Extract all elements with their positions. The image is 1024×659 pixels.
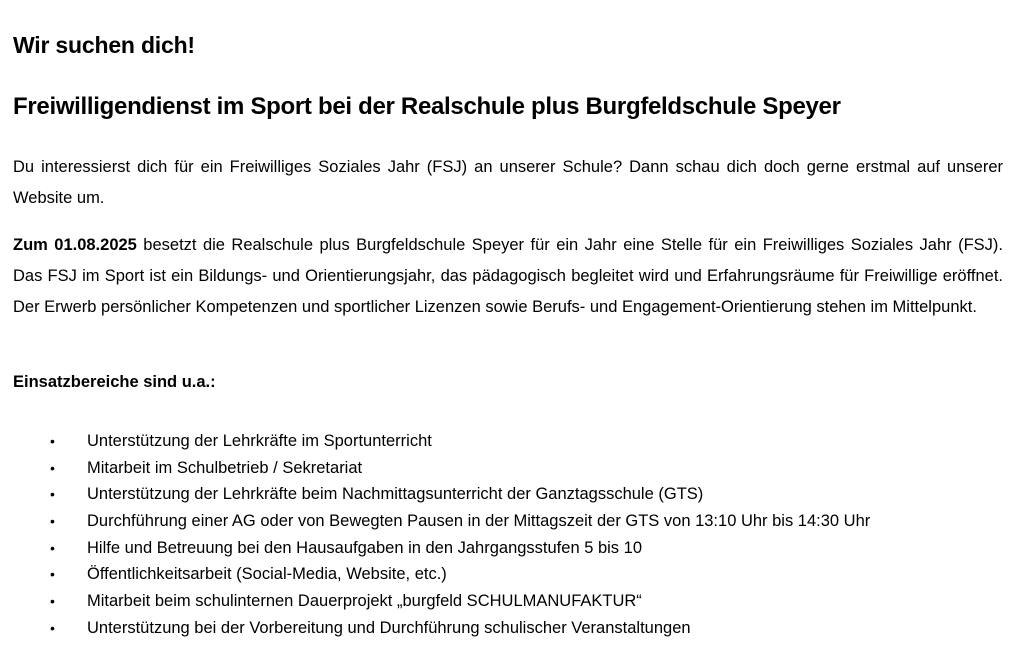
list-item bbox=[0, 508, 870, 535]
list-item-text: Unterstützung der Lehrkräfte im Sportunterricht bbox=[87, 432, 432, 450]
bullet-icon: • bbox=[50, 486, 55, 503]
list-item-text: Öffentlichkeitsarbeit (Social-Media, Website, etc.) bbox=[87, 565, 447, 584]
bullet-icon: • bbox=[50, 433, 55, 449]
bullet-icon: • bbox=[50, 513, 55, 530]
bullet-icon: • bbox=[50, 593, 55, 610]
page-title: Freiwilligendienst im Sport bei der Realschule plus Burgfeldschule Speyer bbox=[13, 93, 841, 120]
list-item bbox=[0, 535, 870, 562]
list-item bbox=[0, 428, 870, 455]
details-paragraph bbox=[13, 230, 1003, 323]
heading: Wir suchen dich! bbox=[13, 32, 195, 58]
bullet-icon: • bbox=[50, 459, 55, 476]
list-item-text: Mitarbeit im Schulbetrieb / Sekretariat bbox=[87, 458, 363, 477]
list-item bbox=[0, 615, 870, 642]
list-item-text: Mitarbeit beim schulinternen Dauerprojekt „burgfeld SCHULMANUFAKTUR“ bbox=[87, 592, 642, 611]
start-date: Zum 01.08.2025 bbox=[13, 236, 137, 254]
bullet-icon: • bbox=[50, 566, 55, 583]
list-item bbox=[0, 588, 870, 615]
list-item-text: Unterstützung bei der Vorbereitung und Durchführung schulischer Veranstaltungen bbox=[87, 618, 691, 637]
list-item bbox=[0, 481, 870, 508]
areas-heading: Einsatzbereiche sind u.a.: bbox=[13, 373, 216, 391]
details-text: besetzt die Realschule plus Burgfeldschule Speyer für ein Jahr eine Stelle für ein Freiwilliges Soziales Jahr (FSJ). Das FSJ im Sport ist ein Bildungs- und Orientierungsjahr, das pädagogisch begleitet wird und Erfahrungsräume für Freiwillige eröffnet. Der Erwerb persönlicher Kompetenzen und sportlicher Lizenzen sowie Berufs- und Engagement-Orientierung stehen im Mittelpunkt. bbox=[13, 236, 1003, 316]
list-item bbox=[0, 561, 870, 588]
list-item bbox=[0, 455, 870, 482]
intro-paragraph: Du interessierst dich für ein Freiwilliges Soziales Jahr (FSJ) an unserer Schule? Dann schau dich doch gerne erstmal auf unserer Website um. bbox=[13, 158, 1003, 207]
areas-list bbox=[0, 428, 870, 642]
bullet-icon: • bbox=[50, 539, 55, 556]
list-item-text: Hilfe und Betreuung bei den Hausaufgaben in den Jahrgangsstufen 5 bis 10 bbox=[87, 538, 642, 557]
list-item-text: Unterstützung der Lehrkräfte beim Nachmittagsunterricht der Ganztagsschule (GTS) bbox=[87, 485, 704, 504]
bullet-icon: • bbox=[50, 619, 55, 636]
list-item-text: Durchführung einer AG oder von Bewegten Pausen in der Mittagszeit der GTS von 13:10 Uhr bis 14:30 Uhr bbox=[87, 512, 871, 531]
